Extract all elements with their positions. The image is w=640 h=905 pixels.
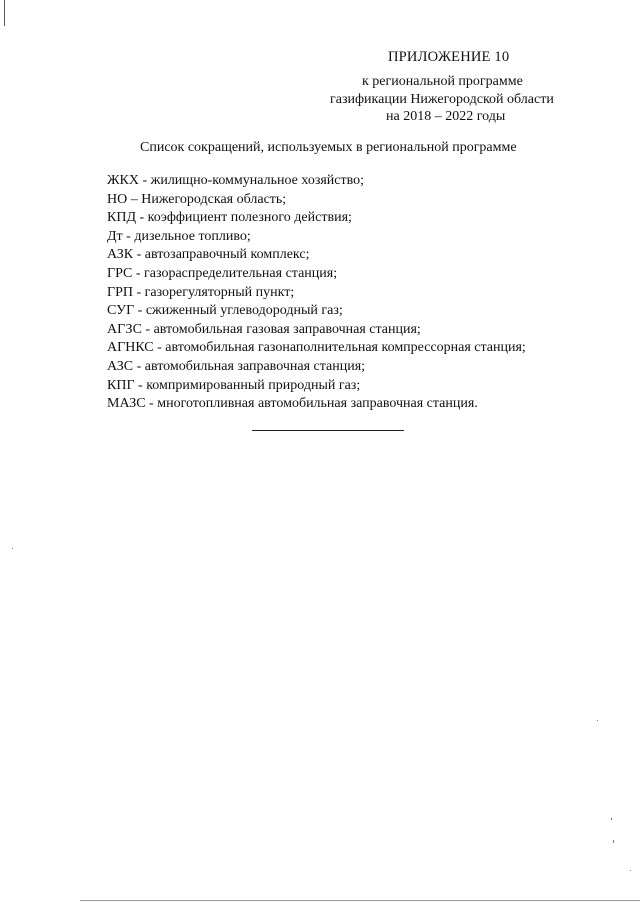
abbreviations-title: Список сокращений, используемых в региональной программе (140, 140, 517, 155)
end-separator-line (252, 430, 404, 431)
scan-speck (613, 840, 614, 843)
subheading-line-2: газификации Нижегородской области (330, 91, 554, 107)
abbreviation-item: СУГ - сжиженный углеводородный газ; (107, 303, 343, 319)
abbreviation-item: АЗС - автомобильная заправочная станция; (107, 358, 366, 374)
abbreviation-item: ЖКХ - жилищно-коммунальное хозяйство; (107, 173, 365, 188)
subheading-line-1: к региональной программе (362, 74, 523, 89)
abbreviation-item: АЗК - автозаправочный комплекс; (107, 247, 310, 263)
abbreviation-item: КПГ - компримированный природный газ; (107, 377, 361, 393)
abbreviation-item: АГЗС - автомобильная газовая заправочная станция; (107, 321, 421, 337)
abbreviation-item: Дт - дизельное топливо; (107, 228, 251, 244)
abbreviation-item: ГРС - газораспределительная станция; (107, 265, 338, 281)
scan-speck (597, 720, 598, 721)
abbreviation-item: АГНКС - автомобильная газонаполнительная компрессорная станция; (107, 340, 526, 356)
scan-edge-mark (4, 0, 5, 26)
abbreviation-item: НО – Нижегородская область; (107, 191, 287, 207)
scan-speck (630, 870, 631, 871)
abbreviation-item: МАЗС - многотопливная автомобильная заправочная станция. (107, 396, 478, 412)
abbreviation-item: ГРП - газорегуляторный пункт; (107, 284, 295, 300)
abbreviation-item: КПД - коэффициент полезного действия; (107, 210, 352, 226)
scan-speck (12, 548, 13, 549)
scan-speck (611, 818, 612, 820)
abbreviations-list (107, 172, 526, 414)
appendix-heading: ПРИЛОЖЕНИЕ 10 (388, 49, 510, 65)
subheading-line-3: на 2018 – 2022 годы (386, 109, 506, 124)
scan-bottom-edge (80, 900, 640, 901)
